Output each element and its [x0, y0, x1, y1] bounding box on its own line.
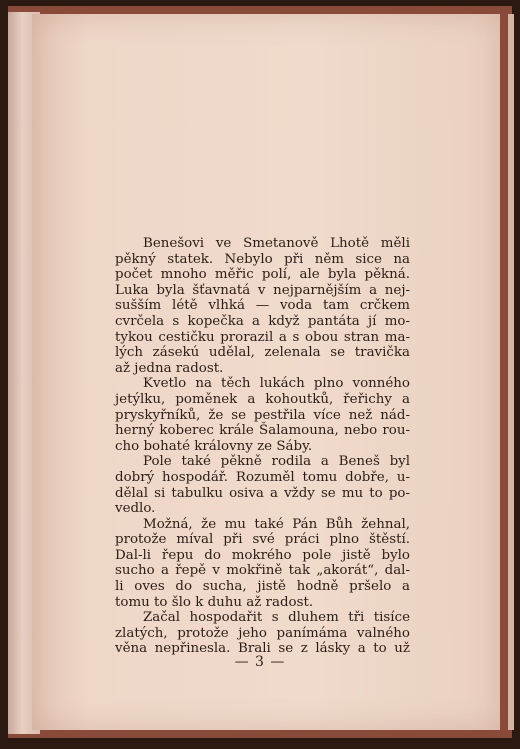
text-line: pěkný statek. Nebylo při něm sice na	[115, 251, 410, 267]
text-line: cvrčela s kopečka a když pantáta jí mo-	[115, 313, 410, 329]
text-line: Možná, že mu také Pán Bůh žehnal,	[143, 516, 410, 532]
text-line: Začal hospodařit s dluhem tři tisíce	[143, 610, 410, 626]
text-line: Dal-li řepu do mokrého pole jistě bylo	[115, 547, 410, 563]
page-text	[115, 236, 410, 657]
paragraph-2	[115, 376, 410, 454]
text-line: dobrý hospodář. Rozuměl tomu dobře, u-	[115, 469, 410, 485]
text-line: zlatých, protože jeho panímáma valného	[115, 625, 410, 641]
text-line: herný koberec krále Šalamouna, nebo rou-	[115, 423, 410, 439]
text-line: věna nepřinesla. Brali se z lásky a to už	[115, 641, 410, 657]
text-line: sušším létě vlhká — voda tam crčkem	[115, 298, 410, 314]
text-line: Benešovi ve Smetanově Lhotě měli	[143, 236, 410, 251]
text-line: vedlo.	[115, 501, 156, 517]
paragraph-4	[115, 517, 410, 611]
text-line: sucho a řepě v mokřině tak „akorát“, dal-	[115, 563, 410, 579]
text-line: dělal si tabulku osiva a vždy se mu to po-	[115, 485, 410, 501]
text-line: li oves do sucha, jistě hodně pršelo a	[115, 579, 410, 595]
paragraph-5	[115, 610, 410, 657]
text-line: pryskyřníků, že se pestřila více než nád-	[115, 407, 410, 423]
text-line: Pole také pěkně rodila a Beneš byl	[143, 454, 410, 470]
text-line: cho bohaté královny ze Sáby.	[115, 438, 313, 454]
text-line: počet mnoho měřic polí, ale byla pěkná.	[115, 267, 410, 283]
paragraph-3	[115, 454, 410, 516]
text-line: lých zásekú udělal, zelenala se travička	[115, 345, 410, 361]
text-line: Luka byla šťavnatá v nejparnějším a nej-	[115, 282, 410, 298]
text-line: jetýlku, poměnek a kohoutků, řeřichy a	[115, 391, 410, 407]
paragraph-1	[115, 236, 410, 376]
text-line: Kvetlo na těch lukách plno vonného	[143, 376, 410, 392]
text-line: protože míval při své práci plno štěstí.	[115, 532, 410, 548]
page-number: — 3 —	[234, 654, 286, 670]
text-line: tykou cestičku prorazil a s obou stran ma-	[115, 329, 410, 345]
text-line: tomu to šlo k duhu až radost.	[115, 594, 314, 610]
page-edge	[508, 14, 514, 730]
text-line: až jedna radost.	[115, 360, 224, 376]
